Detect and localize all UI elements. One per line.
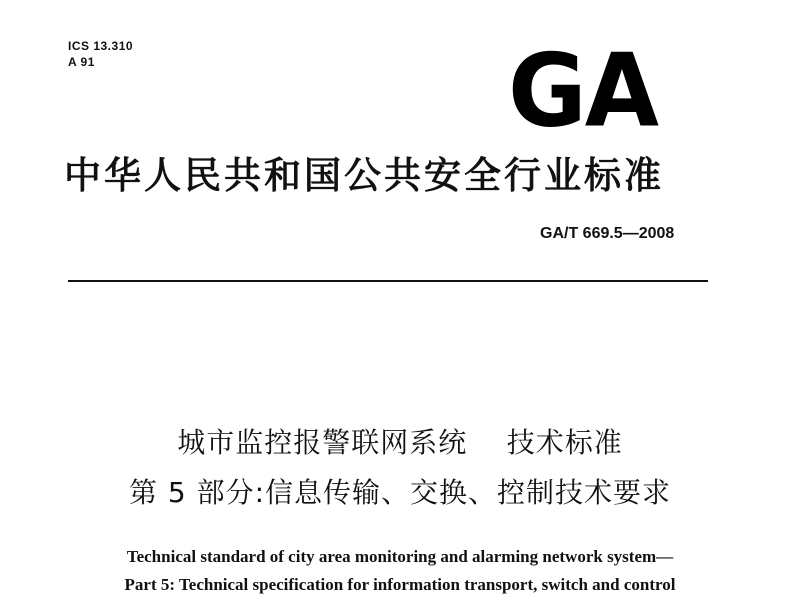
classification-block [68, 38, 133, 70]
organization-title: 中华人民共和国公共安全行业标准 [64, 154, 664, 197]
ccs-code: A 91 [68, 55, 95, 69]
title-en-line-2: Part 5: Technical specification for information transport, switch and control [124, 575, 676, 594]
title-en-line-1: Technical standard of city area monitoring and alarming network system— [126, 547, 674, 566]
divider-rule [68, 280, 708, 282]
title-cn-line-1: 城市监控报警联网系统 技术标准 [177, 426, 623, 459]
standard-code: GA/T 669.5—2008 [540, 225, 675, 242]
ga-logo: GA [508, 32, 658, 150]
ics-code: ICS 13.310 [68, 39, 134, 53]
title-cn-line-2: 第 5 部分:信息传输、交换、控制技术要求 [128, 476, 672, 509]
